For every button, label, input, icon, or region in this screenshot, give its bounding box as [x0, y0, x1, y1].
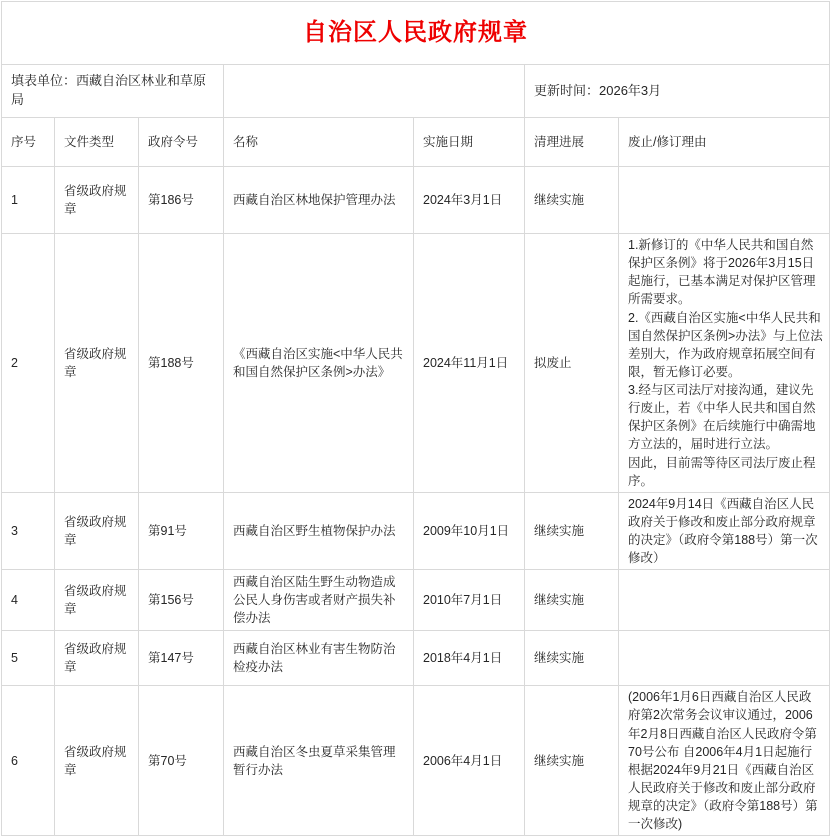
regulations-table — [1, 1, 830, 836]
cell-reason: (2006年1月6日西藏自治区人民政府第2次常务会议审议通过，2006年2月8日西藏自治区人民政府令第70号公布 自2006年4月1日起施行 根据2024年9月21日《西藏自治区人民政府关于修改和废止部分政府规章的决定》（政府令第188号）第一次修改) — [619, 686, 830, 836]
col-header-name: 名称 — [224, 118, 414, 167]
meta-spacer-cell — [224, 65, 525, 118]
document-page — [1, 0, 829, 836]
cell-seq: 4 — [2, 570, 55, 631]
col-header-seq: 序号 — [2, 118, 55, 167]
cell-reason: 1.新修订的《中华人民共和国自然保护区条例》将于2026年3月15日起施行，已基本满足对保护区管理所需要求。 2.《西藏自治区实施<中华人民共和国自然保护区条例>办法》与上位法差别大，作为政府规章拓展空间有限，暂无修订必要。 3.经与区司法厅对接沟通，建议先行废止，若《中华人民共和国自然保护区条例》在后续施行中确需地方立法的，届时进行立法。 因此，目前需等待区司法厅废止程序。 — [619, 234, 830, 493]
cell-doc-type: 省级政府规章 — [55, 167, 139, 234]
table-row — [2, 167, 830, 234]
cell-reason — [619, 167, 830, 234]
cell-progress: 继续实施 — [525, 492, 619, 570]
cell-name: 西藏自治区陆生野生动物造成公民人身伤害或者财产损失补偿办法 — [224, 570, 414, 631]
table-row — [2, 686, 830, 836]
cell-progress: 继续实施 — [525, 686, 619, 836]
cell-order-no: 第91号 — [139, 492, 224, 570]
cell-reason — [619, 570, 830, 631]
cell-seq: 1 — [2, 167, 55, 234]
table-row — [2, 631, 830, 686]
col-header-progress: 清理进展 — [525, 118, 619, 167]
cell-name: 西藏自治区野生植物保护办法 — [224, 492, 414, 570]
cell-doc-type: 省级政府规章 — [55, 686, 139, 836]
cell-doc-type: 省级政府规章 — [55, 631, 139, 686]
cell-order-no: 第188号 — [139, 234, 224, 493]
cell-name: 西藏自治区林业有害生物防治检疫办法 — [224, 631, 414, 686]
col-header-reason: 废止/修订理由 — [619, 118, 830, 167]
cell-date: 2006年4月1日 — [414, 686, 525, 836]
cell-reason — [619, 631, 830, 686]
form-unit-label: 填表单位：西藏自治区林业和草原局 — [2, 65, 224, 118]
meta-row — [2, 65, 830, 118]
table-row — [2, 570, 830, 631]
cell-progress: 继续实施 — [525, 570, 619, 631]
cell-name: 《西藏自治区实施<中华人民共和国自然保护区条例>办法》 — [224, 234, 414, 493]
cell-name: 西藏自治区冬虫夏草采集管理暂行办法 — [224, 686, 414, 836]
cell-date: 2024年11月1日 — [414, 234, 525, 493]
cell-date: 2024年3月1日 — [414, 167, 525, 234]
cell-date: 2009年10月1日 — [414, 492, 525, 570]
cell-seq: 6 — [2, 686, 55, 836]
cell-order-no: 第156号 — [139, 570, 224, 631]
cell-progress: 继续实施 — [525, 167, 619, 234]
cell-progress: 拟废止 — [525, 234, 619, 493]
col-header-date: 实施日期 — [414, 118, 525, 167]
table-header-row — [2, 118, 830, 167]
col-header-order-no: 政府令号 — [139, 118, 224, 167]
cell-doc-type: 省级政府规章 — [55, 234, 139, 493]
cell-name: 西藏自治区林地保护管理办法 — [224, 167, 414, 234]
col-header-doc-type: 文件类型 — [55, 118, 139, 167]
title-row — [2, 2, 830, 65]
table-row — [2, 234, 830, 493]
cell-progress: 继续实施 — [525, 631, 619, 686]
cell-doc-type: 省级政府规章 — [55, 570, 139, 631]
cell-doc-type: 省级政府规章 — [55, 492, 139, 570]
cell-seq: 3 — [2, 492, 55, 570]
cell-date: 2018年4月1日 — [414, 631, 525, 686]
table-row — [2, 492, 830, 570]
cell-order-no: 第70号 — [139, 686, 224, 836]
cell-reason: 2024年9月14日《西藏自治区人民政府关于修改和废止部分政府规章的决定》（政府令第188号）第一次修改） — [619, 492, 830, 570]
cell-order-no: 第147号 — [139, 631, 224, 686]
update-time-label: 更新时间：2026年3月 — [525, 65, 830, 118]
title-cell — [2, 2, 830, 65]
cell-date: 2010年7月1日 — [414, 570, 525, 631]
page-title: 自治区人民政府规章 — [303, 18, 529, 46]
cell-order-no: 第186号 — [139, 167, 224, 234]
cell-seq: 5 — [2, 631, 55, 686]
cell-seq: 2 — [2, 234, 55, 493]
